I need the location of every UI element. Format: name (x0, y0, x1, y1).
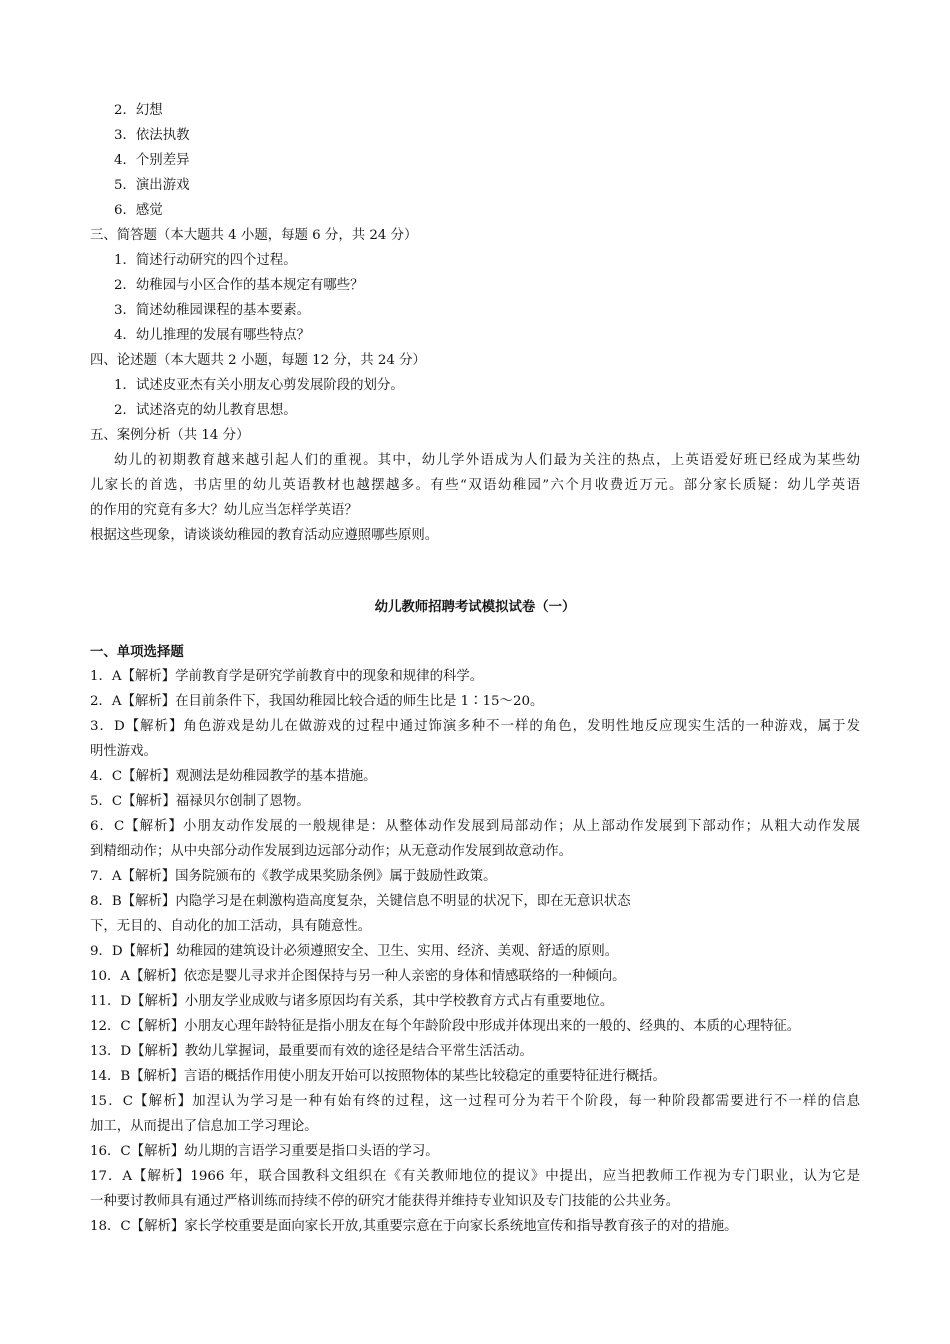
answer-line: 1．A【解析】学前教育学是研究学前教育中的现象和规律的科学。 (90, 669, 484, 684)
answer-line: 9．D【解析】幼稚园的建筑设计必须遵照安全、卫生、实用、经济、美观、舒适的原则。 (90, 944, 619, 959)
answer-line: 3．D【解析】角色游戏是幼儿在做游戏的过程中通过饰演多种不一样的角色，发明性地反应现实生活的一种游戏，属于发 (90, 719, 860, 734)
section-heading-short-answer: 三、简答题（本大题共 4 小题，每题 6 分，共 24 分） (90, 228, 418, 243)
answer-line: 13．D【解析】教幼儿掌握词，最重要而有效的途径是结合平常生活活动。 (90, 1044, 533, 1059)
question-item: 4．幼儿推理的发展有哪些特点？ (114, 328, 310, 343)
case-paragraph-line: 幼儿的初期教育越来越引起人们的重视。其中，幼儿学外语成为人们最为关注的热点，上英语爱好班已经成为某些幼 (114, 453, 860, 468)
term-item: 2．幻想 (114, 103, 163, 118)
answer-line: 7．A【解析】国务院颁布的《教学成果奖励条例》属于鼓励性政策。 (90, 869, 497, 884)
answer-line: 12．C【解析】小朋友心理年龄特征是指小朋友在每个年龄阶段中形成并体现出来的一般的、经典的、本质的心理特征。 (90, 1019, 801, 1034)
question-item: 2．试述洛克的幼儿教育思想。 (114, 403, 297, 418)
section-heading-essay: 四、论述题（本大题共 2 小题，每题 12 分，共 24 分） (90, 353, 426, 368)
answer-line: 4．C【解析】观测法是幼稚园教学的基本措施。 (90, 769, 377, 784)
answer-line: 一种要讨教师具有通过严格训练而持续不停的研究才能获得并维持专业知识及专门技能的公共业务。 (90, 1194, 680, 1209)
answer-line: 5．C【解析】福禄贝尔创制了恩物。 (90, 794, 310, 809)
term-item: 5．演出游戏 (114, 178, 190, 193)
case-paragraph-line: 儿家长的首选，书店里的幼儿英语教材也越摆越多。有些“双语幼稚园”六个月收费近万元。部分家长质疑：幼儿学英语 (90, 478, 860, 493)
answer-line: 18．C【解析】家长学校重要是面向家长开放,其重要宗意在于向家长系统地宣传和指导教育孩子的对的措施。 (90, 1219, 738, 1234)
question-item: 1．试述皮亚杰有关小朋友心剪发展阶段的划分。 (114, 378, 404, 393)
term-item: 3．依法执教 (114, 128, 190, 143)
term-item: 4．个别差异 (114, 153, 190, 168)
answer-line: 11．D【解析】小朋友学业成败与诸多原因均有关系，其中学校教育方式占有重要地位。 (90, 994, 614, 1009)
question-item: 1．简述行动研究的四个过程。 (114, 253, 297, 268)
case-paragraph-line: 的作用的究竟有多大？幼儿应当怎样学英语？ (90, 503, 358, 518)
answer-line: 明性游戏。 (90, 744, 157, 759)
case-paragraph-line: 根据这些现象，请谈谈幼稚园的教育活动应遵照哪些原则。 (90, 528, 439, 543)
answer-line: 17．A【解析】1966 年，联合国教科文组织在《有关教师地位的提议》中提出，应当把教师工作视为专门职业，认为它是 (90, 1169, 860, 1184)
term-item: 6．感觉 (114, 203, 163, 218)
answer-line: 下，无目的、自动化的加工活动，具有随意性。 (90, 919, 372, 934)
question-item: 3．简述幼稚园课程的基本要素。 (114, 303, 310, 318)
answer-line: 14．B【解析】言语的概括作用使小朋友开始可以按照物体的某些比较稳定的重要特征进行概括。 (90, 1069, 666, 1084)
answer-line: 10．A【解析】依恋是婴儿寻求并企图保持与另一种人亲密的身体和情感联络的一种倾向。 (90, 969, 626, 984)
answer-line: 到精细动作；从中央部分动作发展到边远部分动作；从无意动作发展到故意动作。 (90, 844, 573, 859)
answer-line: 8．B【解析】内隐学习是在刺激构造高度复杂，关键信息不明显的状况下，即在无意识状态 (90, 894, 631, 909)
answer-title: 幼儿教师招聘考试模拟试卷（一） (374, 599, 576, 615)
answer-line: 6．C【解析】小朋友动作发展的一般规律是：从整体动作发展到局部动作；从上部动作发展到下部动作；从粗大动作发展 (90, 819, 860, 834)
answer-line: 2．A【解析】在目前条件下，我国幼稚园比较合适的师生比是 1∶15～20。 (90, 694, 544, 709)
answer-line: 16．C【解析】幼儿期的言语学习重要是指口头语的学习。 (90, 1144, 439, 1159)
answer-line: 15．C【解析】加涅认为学习是一种有始有终的过程，这一过程可分为若干个阶段，每一种阶段都需要进行不一样的信息 (90, 1094, 860, 1109)
question-item: 2．幼稚园与小区合作的基本规定有哪些？ (114, 278, 364, 293)
answer-section-heading: 一、单项选择题 (90, 644, 184, 660)
section-heading-case: 五、案例分析（共 14 分） (90, 428, 250, 443)
answer-line: 加工，从而提出了信息加工学习理论。 (90, 1119, 318, 1134)
